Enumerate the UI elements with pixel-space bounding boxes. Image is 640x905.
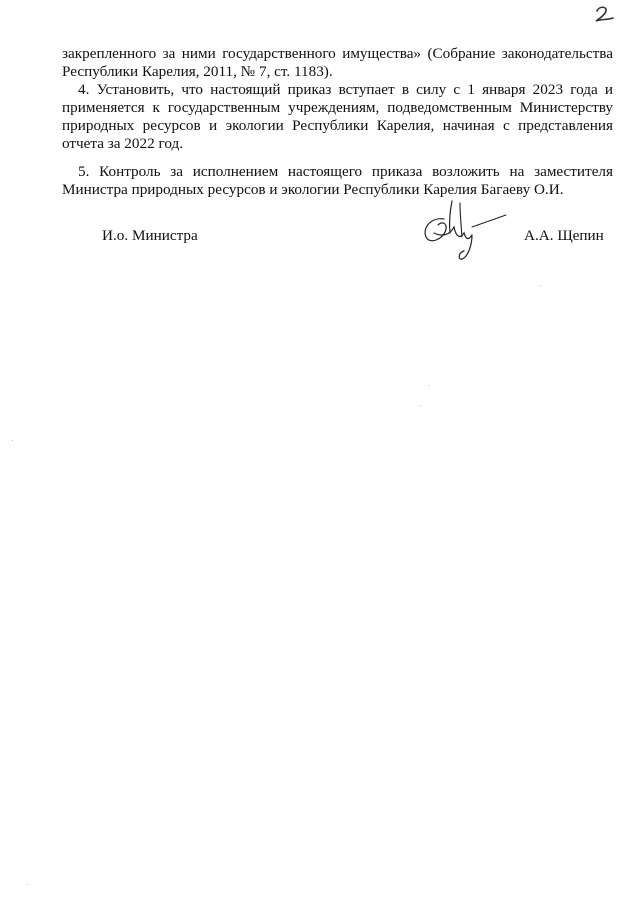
signature-block [0, 227, 640, 287]
paragraph-item-4: 4. Установить, что настоящий приказ вступает в силу с 1 января 2023 года и применяется к государственным учреждениям, подведомственным Министерству природных ресурсов и экологии Республики Карелия, начиная с представления отчета за 2022 год. [62, 81, 613, 152]
handwritten-page-number [591, 3, 623, 25]
scan-speck [420, 405, 421, 406]
signatory-name: А.А. Щепин [524, 227, 604, 244]
signatory-title: И.о. Министра [102, 227, 198, 244]
paragraph-continuation: закрепленного за ними государственного имущества» (Собрание законодательства Республики Карелия, 2011, № 7, ст. 1183). [62, 45, 613, 80]
scan-speck [12, 440, 13, 441]
document-body [62, 45, 613, 199]
paragraph-item-5: 5. Контроль за исполнением настоящего приказа возложить на заместителя Министра природных ресурсов и экологии Республики Карелия Багаеву О.И. [62, 163, 613, 198]
scan-speck [540, 285, 541, 286]
handwritten-signature [414, 197, 514, 277]
scan-speck [428, 385, 429, 386]
scan-speck [27, 884, 28, 885]
